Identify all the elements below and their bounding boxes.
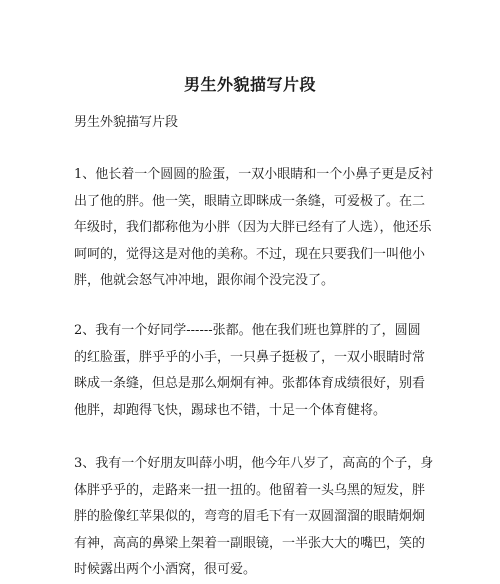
document-subtitle: 男生外貌描写片段 bbox=[74, 115, 179, 130]
paragraph-line: 时候露出两个小酒窝，很可爱。 bbox=[74, 562, 257, 577]
paragraph-line: 胖的脸像红苹果似的，弯弯的眉毛下有一双圆溜溜的眼睛炯炯 bbox=[74, 509, 426, 524]
paragraph-line: 有神，高高的鼻梁上架着一副眼镜，一半张大大的嘴巴，笑的 bbox=[74, 535, 426, 551]
paragraph-line: 胖，他就会怒气冲冲地，跟你闹个没完没了。 bbox=[74, 273, 335, 288]
paragraph-1 bbox=[74, 162, 434, 295]
document-title: 男生外貌描写片段 bbox=[183, 75, 316, 94]
paragraph-line: 年级时，我们都称他为小胖（因为大胖已经有了人选），他还乐 bbox=[74, 220, 432, 235]
paragraph-line: 3、我有一个好朋友叫薛小明，他今年八岁了，高高的个子，身 bbox=[74, 456, 434, 471]
paragraph-2 bbox=[74, 318, 434, 424]
paragraph-line: 眯成一条缝，但总是那么炯炯有神。张都体育成绩很好，别看 bbox=[74, 376, 426, 391]
paragraph-line: 体胖乎乎的，走路来一扭一扭的。他留着一头乌黑的短发，胖 bbox=[74, 482, 426, 498]
paragraph-line: 出了他的胖。他一笑，眼睛立即眯成一条缝，可爱极了。在二 bbox=[74, 193, 426, 209]
paragraph-line: 呵呵的，觉得这是对他的美称。不过，现在只要我们一叫他小 bbox=[74, 246, 426, 262]
paragraph-line: 1、他长着一个圆圆的脸蛋，一双小眼睛和一个小鼻子更是反衬 bbox=[74, 167, 434, 182]
paragraph-3 bbox=[74, 451, 434, 584]
paragraph-line: 他胖，却跑得飞快，踢球也不错，十足一个体育健将。 bbox=[74, 402, 387, 418]
paragraph-line: 的红脸蛋，胖乎乎的小手，一只鼻子挺极了，一双小眼睛时常 bbox=[74, 349, 426, 365]
paragraph-line: 2、我有一个好同学------张都。他在我们班也算胖的了，圆圆 bbox=[74, 323, 421, 338]
